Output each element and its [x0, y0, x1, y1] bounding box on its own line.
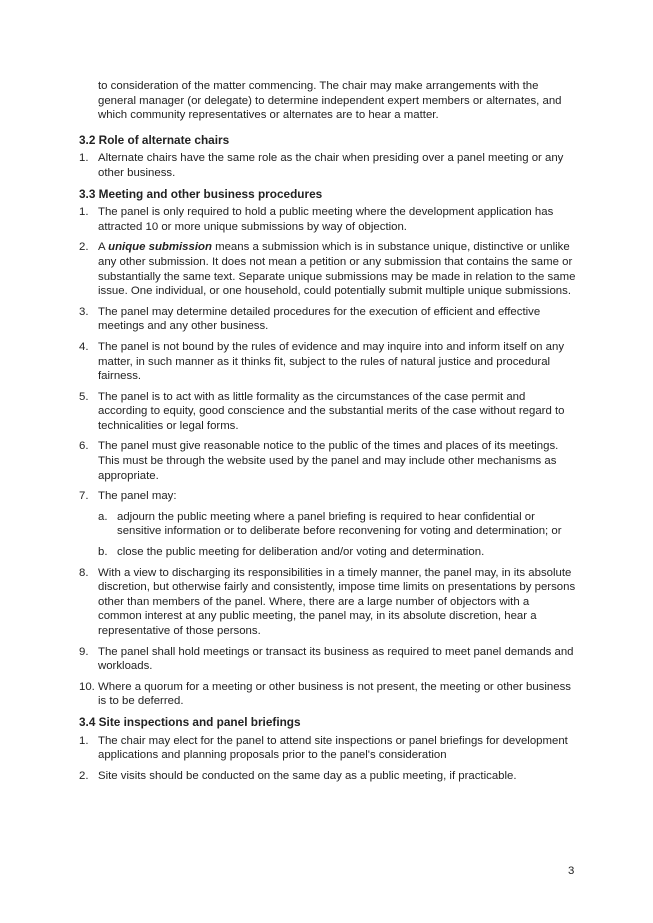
item-number: 3.: [79, 305, 89, 318]
item-body: means a submission which is in substance unique, distinctive or unlike any other submission. It does not mean a petition or any submission that contains the same or substantially the same text. Separate unique submissions may be made in relation to the same issue. One individual, or one household, could potentially submit multiple unique submissions.: [98, 241, 576, 298]
item-number: 2.: [79, 241, 89, 254]
item-text: Alternate chairs have the same role as the chair when presiding over a panel meeting or any other business.: [98, 152, 564, 179]
page-number: 3: [568, 865, 575, 877]
item-number: 1.: [79, 734, 89, 747]
item-lead: A: [98, 241, 109, 254]
item-text: The chair may elect for the panel to attend site inspections or panel briefings for development applications and planning proposals prior to the panel's consideration: [98, 734, 568, 762]
item-text: The panel is to act with as little formality as the circumstances of the case permit and according to equity, good conscience and the substantial merits of the case without regard to technicalities or legal forms.: [98, 390, 565, 432]
item-number: 1.: [79, 152, 89, 165]
item-number: 5.: [79, 390, 89, 403]
item-text: The panel may determine detailed procedures for the execution of efficient and effective meetings and any other business.: [98, 305, 541, 333]
item-number: 4.: [79, 340, 89, 353]
defined-term: unique submission: [108, 241, 212, 254]
sub-list-item: [98, 545, 576, 560]
item-number: 7.: [79, 490, 89, 503]
item-text: Where a quorum for a meeting or other business is not present, the meeting or other business is to be deferred.: [98, 680, 571, 708]
item-number: 9.: [79, 645, 89, 658]
item-number: 8.: [79, 566, 89, 579]
item-text: The panel must give reasonable notice to the public of the times and places of its meetings. This must be through the website used by the panel and may include other mechanisms as appropriate.: [98, 440, 559, 482]
section-3-4: [79, 715, 576, 783]
list-item: [79, 769, 576, 784]
list-item: [79, 489, 576, 559]
sub-item-letter: b.: [98, 546, 108, 559]
section-heading: 3.2 Role of alternate chairs: [79, 132, 230, 147]
intro-paragraph: to consideration of the matter commencing. The chair may make arrangements with the general manager (or delegate) to determine independent expert members or alternates, and which community representatives or alternates are to hear a matter.: [98, 80, 562, 122]
sub-item-text: adjourn the public meeting where a panel briefing is required to hear confidential or sensitive information or to deliberate before reconvening for voting and determination; or: [117, 510, 562, 538]
item-with-sublist: [98, 489, 576, 559]
list-item: [79, 566, 576, 639]
item-text-definition: [98, 240, 576, 298]
list-item: [79, 734, 576, 763]
item-text: The panel may:: [98, 490, 177, 503]
item-text: With a view to discharging its responsibilities in a timely manner, the panel may, in its absolute discretion, but otherwise fairly and consistently, impose time limits on presentations by persons other than members of the panel. Where, there are a large number of objectors with a common interest at any public meeting, the panel may, in its absolute discretion, hear a representative of those persons.: [98, 566, 576, 637]
list-item: [79, 680, 576, 709]
item-number: 10.: [79, 680, 95, 693]
section-3-2: [79, 133, 576, 181]
document-body: [79, 79, 576, 789]
item-number: 6.: [79, 440, 89, 453]
sub-list-item: [98, 510, 576, 539]
list-item: [79, 645, 576, 674]
list-item: [79, 439, 576, 483]
item-number: 2.: [79, 769, 89, 782]
item-text: The panel is only required to hold a public meeting where the development application has attracted 10 or more unique submissions by way of objection.: [98, 206, 554, 233]
list-item: [79, 205, 576, 234]
item-text: The panel shall hold meetings or transact its business as required to meet panel demands and workloads.: [98, 645, 574, 673]
list-item: [79, 340, 576, 384]
sub-item-text: close the public meeting for deliberation and/or voting and determination.: [117, 546, 485, 559]
item-text: Site visits should be conducted on the same day as a public meeting, if practicable.: [98, 769, 517, 782]
section-heading: 3.4 Site inspections and panel briefings: [79, 714, 301, 729]
section-3-3: [79, 187, 576, 709]
sub-item-letter: a.: [98, 510, 108, 523]
list-item: [79, 305, 576, 334]
list-item: [79, 240, 576, 298]
item-number: 1.: [79, 206, 89, 219]
list-item: [79, 151, 576, 180]
list-item: [79, 390, 576, 434]
section-heading: 3.3 Meeting and other business procedures: [79, 186, 323, 201]
item-text: The panel is not bound by the rules of evidence and may inquire into and inform itself on any matter, in such manner as it thinks fit, subject to the rules of natural justice and procedural fairness.: [98, 340, 565, 383]
